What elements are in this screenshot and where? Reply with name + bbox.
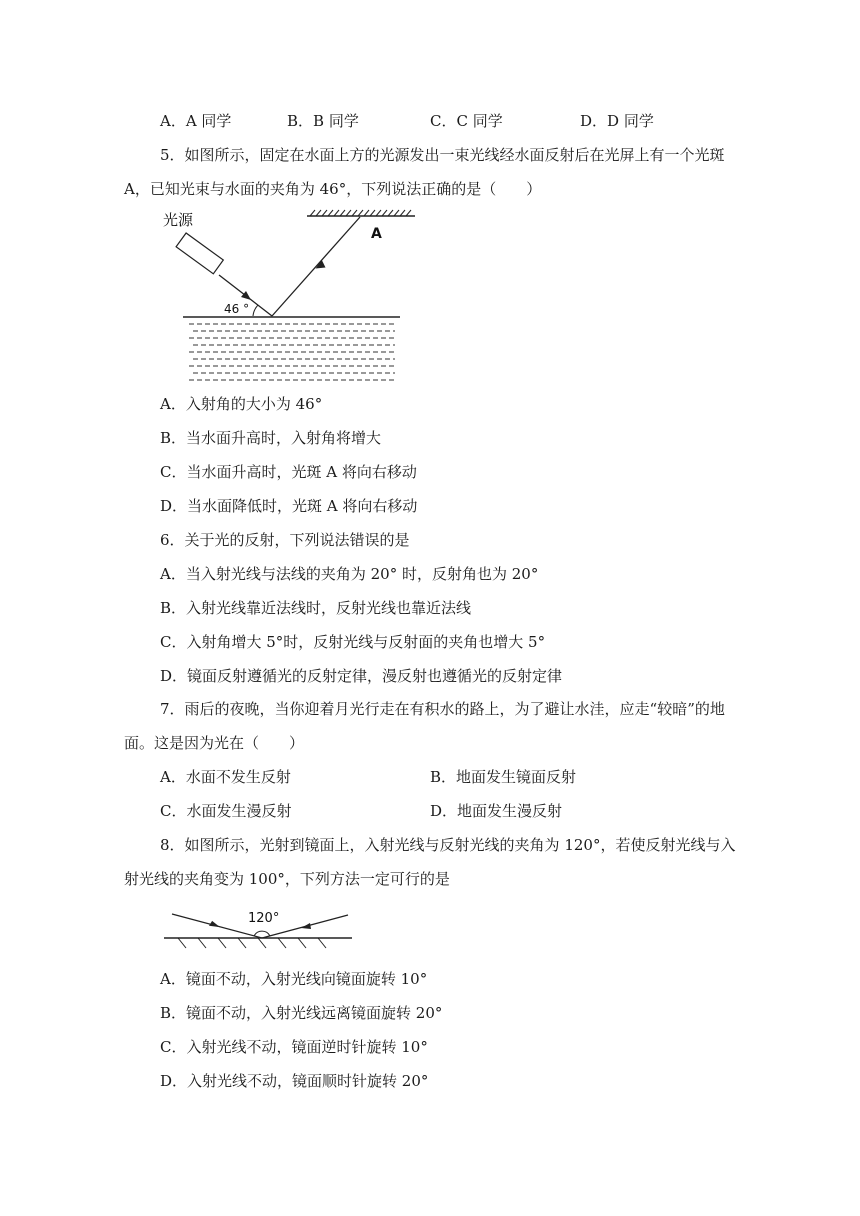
q8-option-b: B．镜面不动，入射光线远离镜面旋转 20°	[160, 1004, 443, 1022]
q4-option-a: A．A 同学	[160, 112, 232, 130]
q5-option-d: D．当水面降低时，光斑 A 将向右移动	[160, 497, 418, 515]
light-source-icon	[176, 233, 223, 274]
q5-spot-label: A	[371, 226, 382, 242]
q4-option-d: D．D 同学	[580, 112, 654, 130]
q6-option-c: C．入射角增大 5°时，反射光线与反射面的夹角也增大 5°	[160, 633, 546, 651]
q4-option-c: C．C 同学	[430, 112, 503, 130]
q6-option-d: D．镜面反射遵循光的反射定律，漫反射也遵循光的反射定律	[160, 667, 563, 685]
q6-option-a: A．当入射光线与法线的夹角为 20° 时，反射角也为 20°	[160, 565, 539, 583]
q8-stem-line1: 8．如图所示，光射到镜面上，入射光线与反射光线的夹角为 120°，若使反射光线与入	[160, 836, 736, 854]
q7-option-a: A．水面不发生反射	[160, 768, 291, 786]
q5-stem-line2: A，已知光束与水面的夹角为 46°，下列说法正确的是（ ）	[124, 180, 542, 198]
q5-option-c: C．当水面升高时，光斑 A 将向右移动	[160, 463, 417, 481]
q6-option-b: B．入射光线靠近法线时，反射光线也靠近法线	[160, 599, 472, 617]
q5-option-b: B．当水面升高时，入射角将增大	[160, 429, 382, 447]
q8-option-d: D．入射光线不动，镜面顺时针旋转 20°	[160, 1072, 429, 1090]
q8-angle-label: 120°	[248, 911, 280, 926]
q7-stem-line2: 面。这是因为光在（ ）	[124, 734, 305, 752]
q7-option-c: C．水面发生漫反射	[160, 802, 292, 820]
q8-option-c: C．入射光线不动，镜面逆时针旋转 10°	[160, 1038, 428, 1056]
q5-angle-label: 46 °	[224, 302, 250, 316]
q5-stem-line1: 5．如图所示，固定在水面上方的光源发出一束光线经水面反射后在光屏上有一个光斑	[160, 146, 725, 164]
q8-option-a: A．镜面不动，入射光线向镜面旋转 10°	[160, 970, 428, 988]
q8-stem-line2: 射光线的夹角变为 100°，下列方法一定可行的是	[124, 870, 450, 888]
q5-source-label: 光源	[163, 211, 194, 229]
q7-option-b: B．地面发生镜面反射	[430, 768, 577, 786]
q7-option-d: D．地面发生漫反射	[430, 802, 563, 820]
q4-option-b: B．B 同学	[287, 112, 359, 130]
q5-option-a: A．入射角的大小为 46°	[160, 395, 323, 413]
q7-stem-line1: 7．雨后的夜晚，当你迎着月光行走在有积水的路上，为了避让水洼，应走“较暗”的地	[160, 700, 725, 718]
q5-reflection-figure	[155, 205, 415, 385]
q6-stem: 6．关于光的反射，下列说法错误的是	[160, 531, 410, 549]
q8-mirror-figure	[160, 898, 360, 954]
